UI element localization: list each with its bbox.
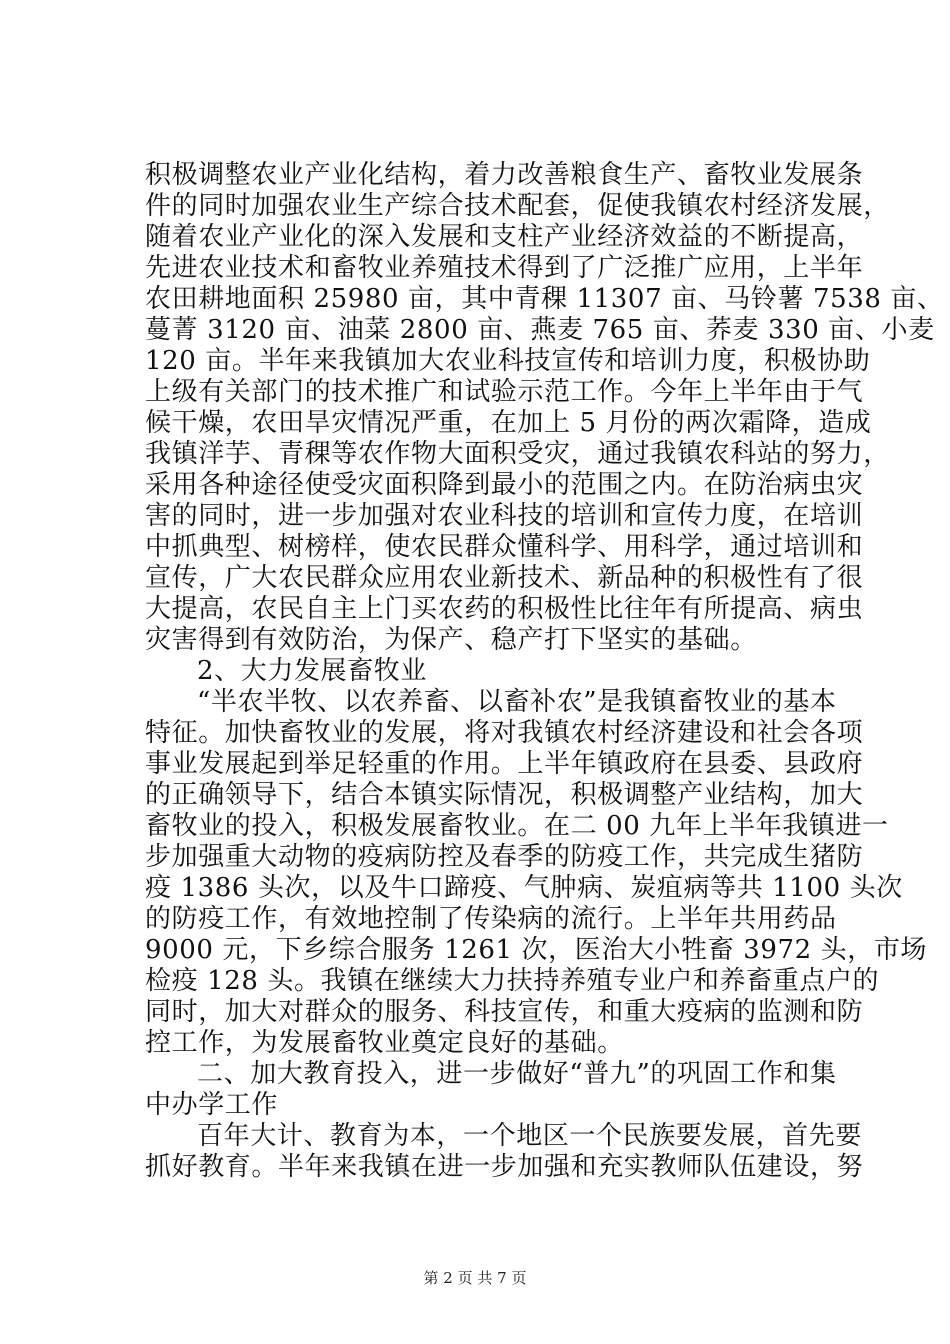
text-line: “半农半牧、以农养畜、以畜补农”是我镇畜牧业的基本 xyxy=(197,687,837,717)
text-line: 我镇洋芋、青稞等农作物大面积受灾，通过我镇农科站的努力， xyxy=(145,439,890,469)
text-line: 步加强重大动物的疫病防控及春季的防疫工作，共完成生猪防 xyxy=(145,842,864,872)
text-line: 害的同时，进一步加强对农业科技的培训和宣传力度，在培训 xyxy=(145,501,864,531)
text-line: 先进农业技术和畜牧业养殖技术得到了广泛推广应用，上半年 xyxy=(145,253,864,283)
text-line: 的防疫工作，有效地控制了传染病的流行。上半年共用药品 xyxy=(145,904,837,934)
text-line: 控工作，为发展畜牧业奠定良好的基础。 xyxy=(145,1028,624,1058)
text-line: 事业发展起到举足轻重的作用。上半年镇政府在县委、县政府 xyxy=(145,749,864,779)
text-line: 畜牧业的投入，积极发展畜牧业。在二 00 九年上半年我镇进一 xyxy=(145,811,889,841)
text-line: 检疫 128 头。我镇在继续大力扶持养殖专业户和养畜重点户的 xyxy=(145,966,880,996)
text-line: 上级有关部门的技术推广和试验示范工作。今年上半年由于气 xyxy=(145,377,864,407)
text-line: 百年大计、教育为本，一个地区一个民族要发展，首先要 xyxy=(197,1121,863,1151)
page-footer: 第 2 页 共 7 页 xyxy=(423,1269,527,1287)
section-heading: 二、加大教育投入，进一步做好“普九”的巩固工作和集 xyxy=(197,1059,837,1089)
section-heading-continued: 中办学工作 xyxy=(145,1090,279,1120)
text-line: 抓好教育。半年来我镇在进一步加强和充实教师队伍建设，努 xyxy=(145,1152,864,1182)
text-line: 同时，加大对群众的服务、科技宣传，和重大疫病的监测和防 xyxy=(145,997,864,1027)
text-line: 中抓典型、树榜样，使农民群众懂科学、用科学，通过培训和 xyxy=(145,532,864,562)
text-line: 积极调整农业产业化结构，着力改善粮食生产、畜牧业发展条 xyxy=(145,160,864,190)
text-line: 宣传，广大农民群众应用农业新技术、新品种的积极性有了很 xyxy=(145,563,864,593)
text-line: 9000 元，下乡综合服务 1261 次，医治大小牲畜 3972 头，市场 xyxy=(145,935,928,965)
document-body xyxy=(145,160,944,1183)
text-line: 候干燥，农田旱灾情况严重，在加上 5 月份的两次霜降，造成 xyxy=(145,408,872,438)
text-line: 的正确领导下，结合本镇实际情况，积极调整产业结构，加大 xyxy=(145,780,864,810)
text-line: 灾害得到有效防治，为保产、稳产打下坚实的基础。 xyxy=(145,625,757,655)
text-line: 农田耕地面积 25980 亩，其中青稞 11307 亩、马铃薯 7538 亩、 xyxy=(145,284,944,314)
text-line: 疫 1386 头次，以及牛口蹄疫、气肿病、炭疽病等共 1100 头次 xyxy=(145,873,903,903)
text-line: 蔓菁 3120 亩、油菜 2800 亩、燕麦 765 亩、荞麦 330 亩、小麦 xyxy=(145,315,935,345)
text-line: 件的同时加强农业生产综合技术配套，促使我镇农村经济发展， xyxy=(145,191,890,221)
text-line: 120 亩。半年来我镇加大农业科技宣传和培训力度，积极协助 xyxy=(145,346,871,376)
section-heading: 2、大力发展畜牧业 xyxy=(197,656,427,686)
text-line: 大提高，农民自主上门买农药的积极性比往年有所提高、病虫 xyxy=(145,594,864,624)
text-line: 特征。加快畜牧业的发展，将对我镇农村经济建设和社会各项 xyxy=(145,718,864,748)
text-line: 采用各种途径使受灾面积降到最小的范围之内。在防治病虫灾 xyxy=(145,470,864,500)
text-line: 随着农业产业化的深入发展和支柱产业经济效益的不断提高， xyxy=(145,222,864,252)
